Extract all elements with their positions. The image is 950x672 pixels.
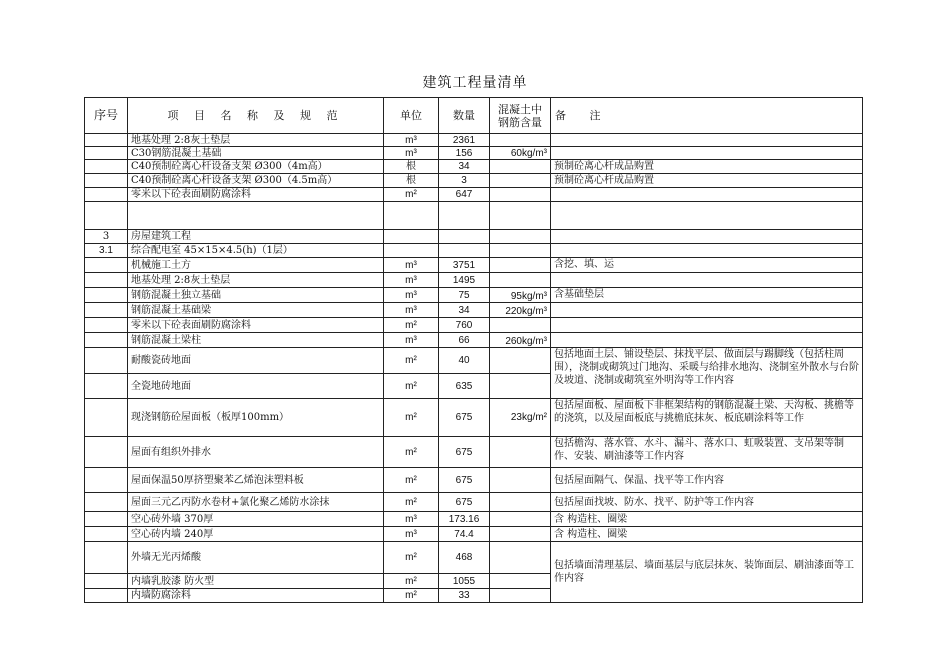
- cell-no: [85, 437, 128, 468]
- cell-no: [85, 468, 128, 493]
- cell-note: 包括屋面板、屋面板下非框架结构的钢筋混凝土梁、天沟板、挑檐等的浇筑，以及屋面板底与挑檐底抹灰、板底刷涂料等工作: [551, 399, 863, 437]
- table-row: [85, 318, 863, 333]
- cell-unit: [384, 244, 439, 258]
- cell-qty: 33: [439, 589, 490, 603]
- cell-unit: m³: [384, 527, 439, 542]
- cell-steel: [490, 527, 551, 542]
- table-row: [85, 230, 863, 244]
- cell-unit: m³: [384, 147, 439, 160]
- page-title: 建筑工程量清单: [422, 75, 528, 91]
- cell-no: [85, 512, 128, 527]
- cell-unit: m²: [384, 574, 439, 589]
- cell-note: 包括屋面隔气、保温、找平等工作内容: [551, 468, 863, 493]
- cell-qty: 675: [439, 493, 490, 512]
- cell-qty: 66: [439, 333, 490, 348]
- cell-steel: [490, 258, 551, 273]
- cell-unit: m²: [384, 188, 439, 202]
- cell-name: C30钢筋混凝土基础: [128, 147, 384, 160]
- cell-no: [85, 348, 128, 374]
- cell-no: [85, 399, 128, 437]
- cell-steel: 60kg/m³: [490, 147, 551, 160]
- cell-note: 含基础垫层: [551, 288, 863, 303]
- cell-steel: [490, 188, 551, 202]
- cell-unit: m²: [384, 437, 439, 468]
- cell-no: [85, 160, 128, 174]
- cell-note: 预制砼离心杆成品购置: [551, 174, 863, 188]
- cell-unit: m²: [384, 493, 439, 512]
- cell-steel: [490, 512, 551, 527]
- cell-steel: 23kg/m²: [490, 399, 551, 437]
- cell-qty: 156: [439, 147, 490, 160]
- cell-steel: [490, 574, 551, 589]
- table-header-row: [85, 98, 863, 134]
- cell-unit: m²: [384, 348, 439, 374]
- cell-note: [551, 318, 863, 333]
- cell-name: 全瓷地砖地面: [128, 374, 384, 399]
- cell-unit: m²: [384, 468, 439, 493]
- cell-name: 房屋建筑工程: [128, 230, 384, 244]
- cell-qty: 74.4: [439, 527, 490, 542]
- cell-note: 含 构造柱、圈梁: [551, 527, 863, 542]
- cell-steel: [490, 468, 551, 493]
- table-row: [85, 288, 863, 303]
- cell-no: [85, 147, 128, 160]
- cell-note: [551, 188, 863, 202]
- table-row: [85, 174, 863, 188]
- cell-qty: [439, 244, 490, 258]
- cell-name: 零米以下砼表面刷防腐涂料: [128, 318, 384, 333]
- cell-no: [85, 134, 128, 147]
- cell-no: [85, 258, 128, 273]
- cell-no: [85, 288, 128, 303]
- cell-no: [85, 202, 128, 230]
- cell-unit: m³: [384, 134, 439, 147]
- cell-note: [551, 303, 863, 318]
- cell-steel: 260kg/m³: [490, 333, 551, 348]
- cell-unit: m²: [384, 318, 439, 333]
- cell-qty: [439, 202, 490, 230]
- cell-no: [85, 493, 128, 512]
- table-row: [85, 202, 863, 230]
- cell-note: 包括墙面清理基层、墙面基层与底层抹灰、装饰面层、刷油漆面等工作内容: [551, 542, 863, 603]
- table-row: [85, 303, 863, 318]
- cell-no: [85, 374, 128, 399]
- cell-no: [85, 574, 128, 589]
- cell-name: 屋面有组织外排水: [128, 437, 384, 468]
- cell-steel: 220kg/m³: [490, 303, 551, 318]
- cell-note: 含 构造柱、圈梁: [551, 512, 863, 527]
- cell-no: [85, 273, 128, 288]
- cell-name: 内墙防腐涂料: [128, 589, 384, 603]
- cell-qty: 3: [439, 174, 490, 188]
- cell-qty: 675: [439, 437, 490, 468]
- table-row: [85, 437, 863, 468]
- cell-name: C40预制砼离心杆设备支架 Ø300（4m高）: [128, 160, 384, 174]
- header-name: 项 目 名 称 及 规 范: [128, 98, 384, 134]
- cell-name: 地基处理 2:8灰土垫层: [128, 273, 384, 288]
- cell-qty: 40: [439, 348, 490, 374]
- cell-unit: m³: [384, 288, 439, 303]
- cell-note: 预制砼离心杆成品购置: [551, 160, 863, 174]
- cell-no: [85, 303, 128, 318]
- cell-qty: [439, 230, 490, 244]
- cell-qty: 760: [439, 318, 490, 333]
- cell-note: 包括地面土层、铺设垫层、抹找平层、做面层与踢脚线（包括柱周围），浇制或砌筑过门地沟、采暖与给排水地沟、浇制室外散水与台阶及坡道、浇制或砌筑室外明沟等工作内容: [551, 348, 863, 399]
- cell-name: 钢筋混凝土基础梁: [128, 303, 384, 318]
- cell-note: [551, 244, 863, 258]
- cell-unit: m³: [384, 512, 439, 527]
- cell-steel: [490, 134, 551, 147]
- cell-name: 外墙无光丙烯酸: [128, 542, 384, 574]
- cell-note: [551, 202, 863, 230]
- table-row: [85, 542, 863, 574]
- cell-no: [85, 188, 128, 202]
- cell-no: [85, 527, 128, 542]
- cell-name: 钢筋混凝土梁柱: [128, 333, 384, 348]
- cell-steel: [490, 230, 551, 244]
- table-row: [85, 468, 863, 493]
- cell-qty: 647: [439, 188, 490, 202]
- table-row: [85, 188, 863, 202]
- table-row: [85, 333, 863, 348]
- cell-steel: [490, 318, 551, 333]
- table-row: [85, 134, 863, 147]
- cell-no: [85, 333, 128, 348]
- cell-qty: 75: [439, 288, 490, 303]
- cell-no: [85, 318, 128, 333]
- cell-steel: [490, 374, 551, 399]
- cell-unit: 根: [384, 174, 439, 188]
- cell-steel: [490, 202, 551, 230]
- cell-unit: m²: [384, 542, 439, 574]
- table-row: [85, 160, 863, 174]
- cell-name: 钢筋混凝土独立基础: [128, 288, 384, 303]
- header-no: 序号: [85, 98, 128, 134]
- cell-steel: [490, 437, 551, 468]
- cell-qty: 173.16: [439, 512, 490, 527]
- cell-steel: [490, 493, 551, 512]
- cell-note: 包括檐沟、落水管、水斗、漏斗、落水口、虹吸装置、支吊架等制作、安装、刷油漆等工作内容: [551, 437, 863, 468]
- cell-unit: m³: [384, 258, 439, 273]
- cell-note: [551, 333, 863, 348]
- cell-note: [551, 273, 863, 288]
- table-row: [85, 399, 863, 437]
- cell-name: 屋面三元乙丙防水卷材+氯化聚乙烯防水涂抹: [128, 493, 384, 512]
- cell-steel: [490, 174, 551, 188]
- cell-unit: m²: [384, 399, 439, 437]
- cell-name: 耐酸瓷砖地面: [128, 348, 384, 374]
- header-unit: 单位: [384, 98, 439, 134]
- cell-steel: [490, 160, 551, 174]
- cell-no: [85, 542, 128, 574]
- cell-qty: 675: [439, 399, 490, 437]
- cell-note: [551, 134, 863, 147]
- cell-name: 综合配电室 45×15×4.5(h)（1层）: [128, 244, 384, 258]
- cell-name: 现浇钢筋砼屋面板（板厚100mm）: [128, 399, 384, 437]
- cell-name: 空心砖内墙 240厚: [128, 527, 384, 542]
- table-row: [85, 348, 863, 374]
- cell-qty: 3751: [439, 258, 490, 273]
- cell-qty: 1495: [439, 273, 490, 288]
- cell-qty: 468: [439, 542, 490, 574]
- cell-name: 机械施工土方: [128, 258, 384, 273]
- cell-unit: m³: [384, 333, 439, 348]
- header-qty: 数量: [439, 98, 490, 134]
- cell-steel: [490, 273, 551, 288]
- cell-note: [551, 147, 863, 160]
- cell-unit: [384, 230, 439, 244]
- cell-unit: 根: [384, 160, 439, 174]
- cell-note: [551, 230, 863, 244]
- cell-name: 零米以下砼表面刷防腐涂料: [128, 188, 384, 202]
- table-row: [85, 273, 863, 288]
- cell-steel: [490, 589, 551, 603]
- cell-name: 内墙乳胶漆 防火型: [128, 574, 384, 589]
- cell-unit: m³: [384, 273, 439, 288]
- cell-no: 3.1: [85, 244, 128, 258]
- table-row: [85, 147, 863, 160]
- cell-no: [85, 174, 128, 188]
- cell-note: 包括屋面找坡、防水、找平、防护等工作内容: [551, 493, 863, 512]
- table-row: [85, 527, 863, 542]
- cell-unit: m³: [384, 303, 439, 318]
- cell-name: 空心砖外墙 370厚: [128, 512, 384, 527]
- cell-qty: 34: [439, 160, 490, 174]
- cell-note: 含挖、填、运: [551, 258, 863, 273]
- cell-unit: m²: [384, 589, 439, 603]
- cell-steel: [490, 348, 551, 374]
- cell-steel: [490, 244, 551, 258]
- cell-name: [128, 202, 384, 230]
- cell-name: C40预制砼离心杆设备支架 Ø300（4.5m高）: [128, 174, 384, 188]
- cell-no: [85, 589, 128, 603]
- cell-no: 3: [85, 230, 128, 244]
- table-row: [85, 244, 863, 258]
- cell-qty: 2361: [439, 134, 490, 147]
- cell-steel: 95kg/m³: [490, 288, 551, 303]
- table-row: [85, 493, 863, 512]
- header-note: 备 注: [551, 98, 863, 134]
- cell-name: 地基处理 2:8灰土垫层: [128, 134, 384, 147]
- cell-qty: 1055: [439, 574, 490, 589]
- quantity-table: [84, 97, 863, 603]
- cell-unit: [384, 202, 439, 230]
- header-steel: 混凝土中钢筋含量: [490, 98, 551, 134]
- cell-unit: m²: [384, 374, 439, 399]
- table-row: [85, 512, 863, 527]
- cell-qty: 675: [439, 468, 490, 493]
- cell-steel: [490, 542, 551, 574]
- cell-qty: 635: [439, 374, 490, 399]
- table-row: [85, 258, 863, 273]
- cell-qty: 34: [439, 303, 490, 318]
- cell-name: 屋面保温50厚挤塑聚苯乙烯泡沫塑料板: [128, 468, 384, 493]
